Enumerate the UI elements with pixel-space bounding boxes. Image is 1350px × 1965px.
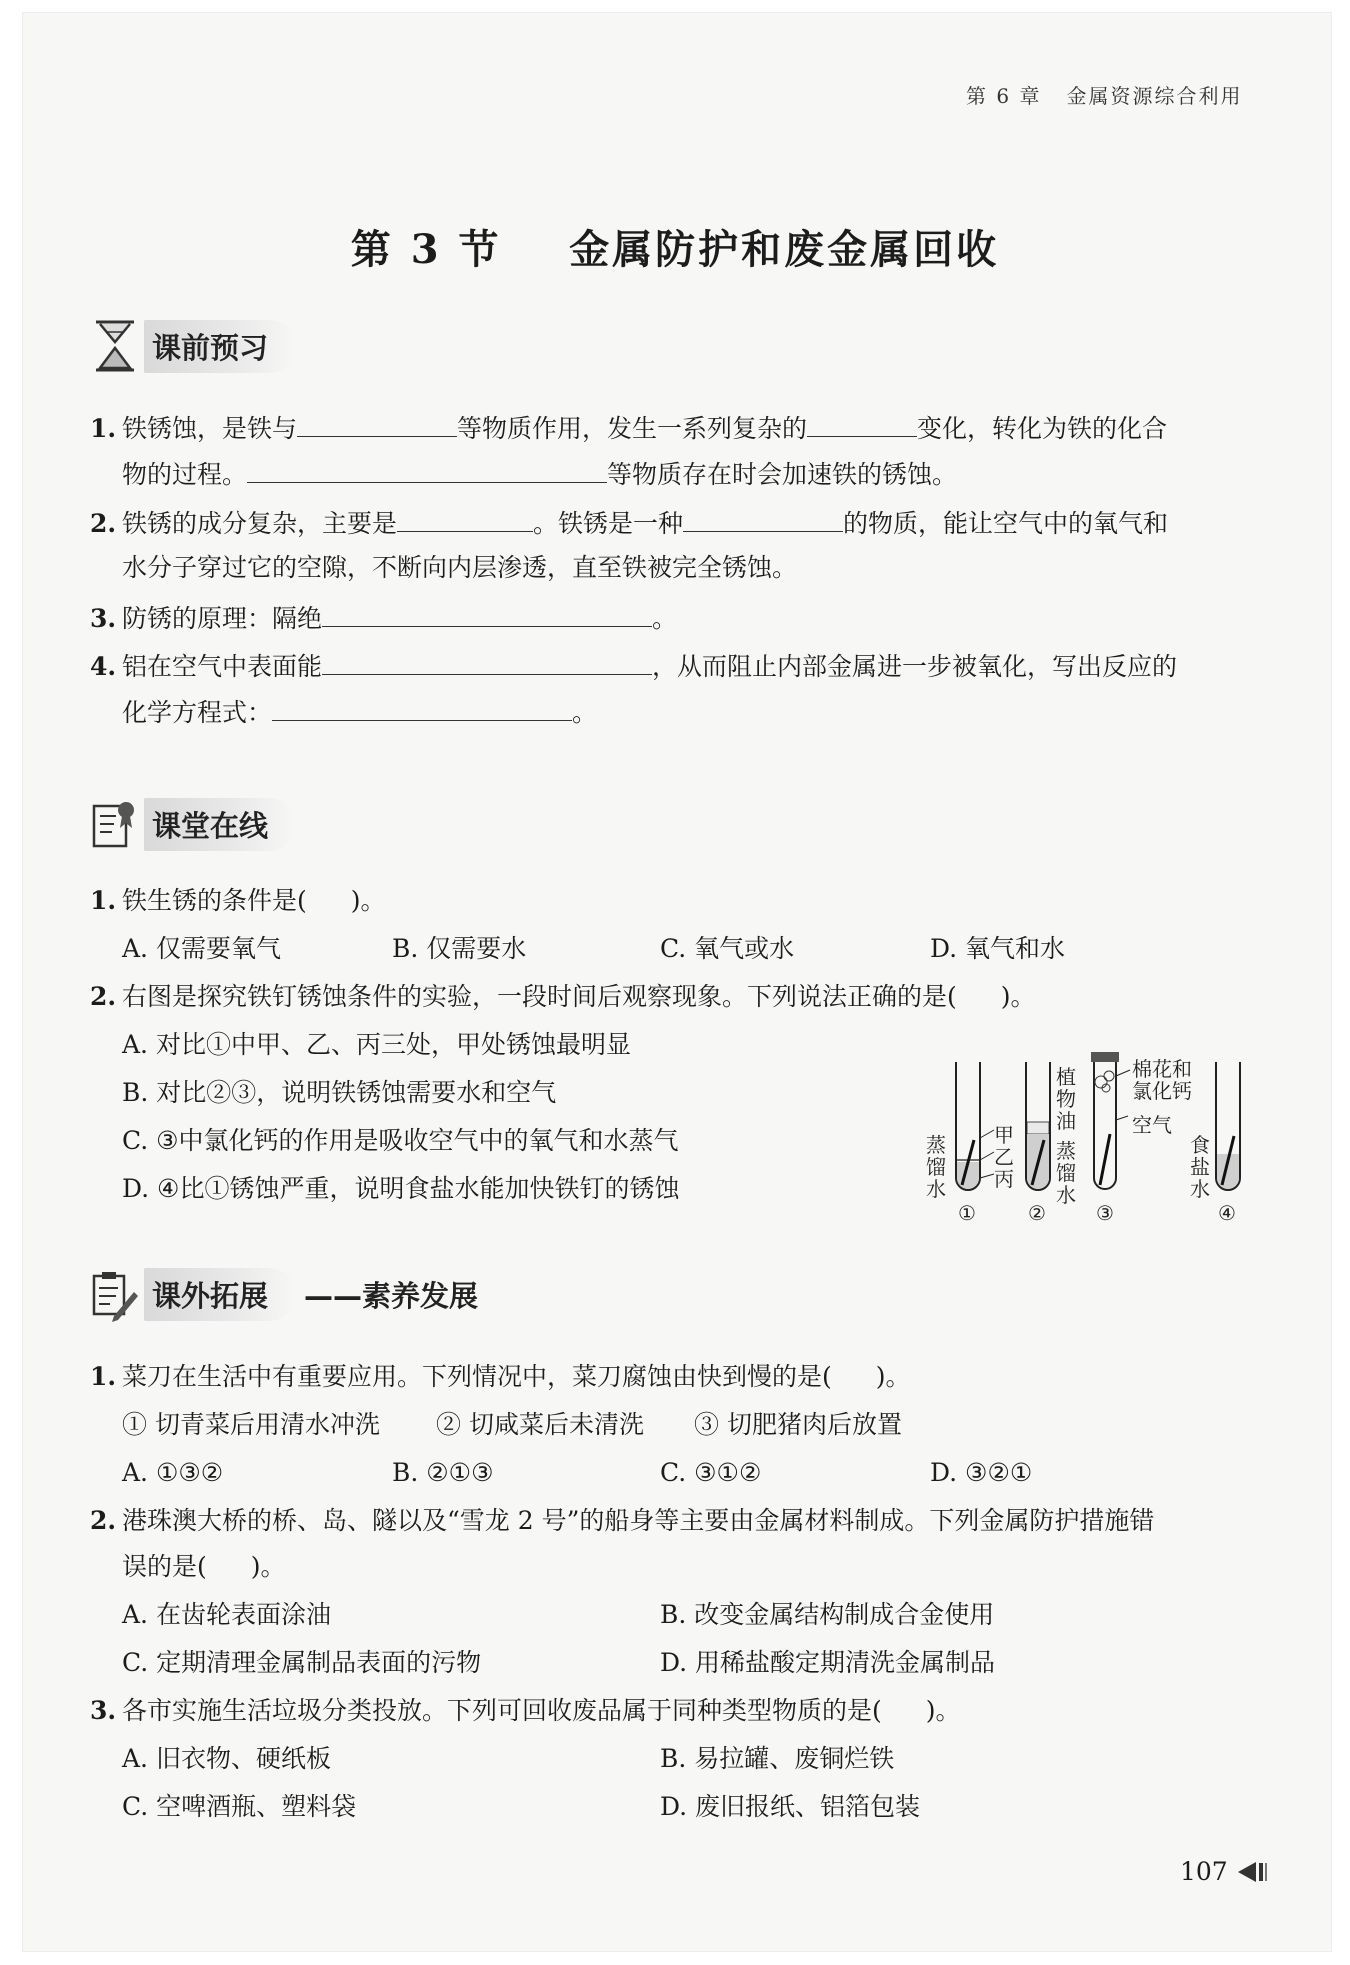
blank[interactable] <box>807 410 917 437</box>
chapter-number: 第 6 章 <box>966 84 1042 108</box>
section-heading-preview <box>90 318 296 374</box>
preview-q2-line2: 水分子穿过它的空隙，不断向内层渗透，直至铁被完全锈蚀。 <box>122 553 798 582</box>
ext-q3-optA[interactable]: A. 旧衣物、硬纸板 <box>122 1744 331 1773</box>
ext-q1-optC[interactable]: C. ③①② <box>660 1458 762 1487</box>
ext-q2-optA[interactable]: A. 在齿轮表面涂油 <box>122 1600 331 1629</box>
label-jia: 甲 <box>994 1123 1014 1147</box>
label-distilled-water-1: 蒸 馏 水 <box>926 1133 946 1201</box>
chapter-title: 金属资源综合利用 <box>1066 84 1243 108</box>
preview-q1-line1: 1. 铁锈蚀，是铁与 等物质作用，发生一系列复杂的 变化，转化为铁的化合 <box>90 410 1167 446</box>
label-yi: 乙 <box>994 1145 1014 1169</box>
class-q1: 1. 铁生锈的条件是( )。 <box>90 886 386 915</box>
preview-q4-line1: 4. 铝在空气中表面能 ，从而阻止内部金属进一步被氧化，写出反应的 <box>90 648 1177 684</box>
section-label: 课外拓展 <box>144 1268 296 1321</box>
blank[interactable] <box>683 505 843 532</box>
class-q2-optC[interactable]: C. ③中氯化钙的作用是吸收空气中的氧气和水蒸气 <box>122 1126 679 1155</box>
tube-number-4: ④ <box>1218 1201 1236 1225</box>
preview-q1-line2: 物的过程。 等物质存在时会加速铁的锈蚀。 <box>122 456 957 492</box>
class-q1-optC[interactable]: C. 氧气或水 <box>660 934 795 963</box>
ext-q2-line2: 误的是( )。 <box>122 1552 286 1581</box>
page-arrow-icon <box>1236 1860 1270 1884</box>
class-q2-optA[interactable]: A. 对比①中甲、乙、丙三处，甲处锈蚀最明显 <box>122 1030 631 1059</box>
label-cotton: 棉花和 <box>1132 1057 1192 1081</box>
class-q2-optB[interactable]: B. 对比②③，说明铁锈蚀需要水和空气 <box>122 1078 557 1107</box>
ext-q3-optB[interactable]: B. 易拉罐、废铜烂铁 <box>660 1744 895 1773</box>
blank[interactable] <box>297 410 457 437</box>
clipboard-pencil-icon <box>90 1266 140 1322</box>
rust-experiment-figure <box>920 1050 1250 1230</box>
ext-q2-optD[interactable]: D. 用稀盐酸定期清洗金属制品 <box>660 1648 996 1677</box>
section-name: 金属防护和废金属回收 <box>569 226 1000 273</box>
class-q2-optD[interactable]: D. ④比①锈蚀严重，说明食盐水能加快铁钉的锈蚀 <box>122 1174 680 1203</box>
class-q2: 2. 右图是探究铁钉锈蚀条件的实验，一段时间后观察现象。下列说法正确的是( )。 <box>90 982 1036 1011</box>
ext-q3: 3. 各市实施生活垃圾分类投放。下列可回收废品属于同种类型物质的是( )。 <box>90 1696 961 1725</box>
label-air: 空气 <box>1132 1113 1172 1137</box>
tube-number-1: ① <box>958 1201 976 1225</box>
ext-q1-cond1: ① 切青菜后用清水冲洗 <box>122 1410 380 1439</box>
section-label: 课前预习 <box>144 320 296 373</box>
ext-q1-optA[interactable]: A. ①③② <box>122 1458 224 1487</box>
label-vegetable-oil: 植 物 油 <box>1056 1065 1076 1133</box>
section-number: 第 3 节 <box>350 226 502 273</box>
label-calcium-chloride: 氯化钙 <box>1132 1079 1192 1103</box>
section-heading-extension <box>90 1266 478 1322</box>
class-q1-optB[interactable]: B. 仅需要水 <box>392 934 527 963</box>
class-q1-optD[interactable]: D. 氧气和水 <box>930 934 1066 963</box>
class-q1-optA[interactable]: A. 仅需要氧气 <box>122 934 281 963</box>
preview-q2-line1: 2. 铁锈的成分复杂，主要是 。铁锈是一种 的物质，能让空气中的氧气和 <box>90 505 1168 541</box>
ext-q3-optD[interactable]: D. 废旧报纸、铝箔包装 <box>660 1792 921 1821</box>
ext-q2-line1: 2. 港珠澳大桥的桥、岛、隧以及“雪龙 2 号”的船身等主要由金属材料制成。下列金属防护措施错 <box>90 1506 1155 1535</box>
ext-q2-optB[interactable]: B. 改变金属结构制成合金使用 <box>660 1600 995 1629</box>
section-sublabel: ——素养发展 <box>304 1278 479 1313</box>
tube-number-3: ③ <box>1096 1201 1114 1225</box>
hourglass-icon <box>90 318 140 374</box>
ext-q2-optC[interactable]: C. 定期清理金属制品表面的污物 <box>122 1648 482 1677</box>
ext-q1-cond3: ③ 切肥猪肉后放置 <box>694 1410 902 1439</box>
ext-q3-optC[interactable]: C. 空啤酒瓶、塑料袋 <box>122 1792 357 1821</box>
label-bing: 丙 <box>994 1167 1014 1191</box>
page-title <box>0 218 1350 275</box>
ext-q1-cond2: ② 切咸菜后未清洗 <box>436 1410 644 1439</box>
section-label: 课堂在线 <box>144 798 296 851</box>
notebook-ribbon-icon <box>90 796 140 852</box>
blank[interactable] <box>397 505 533 532</box>
preview-q3: 3. 防锈的原理：隔绝 。 <box>90 600 677 636</box>
label-distilled-water-2: 蒸 馏 水 <box>1056 1139 1076 1207</box>
blank[interactable] <box>247 456 607 483</box>
running-header <box>966 80 1243 109</box>
label-salt-water: 食 盐 水 <box>1190 1133 1210 1201</box>
ext-q1-optD[interactable]: D. ③②① <box>930 1458 1033 1487</box>
tube-number-2: ② <box>1028 1201 1046 1225</box>
page-number: 107 <box>1180 1857 1228 1886</box>
ext-q1-optB[interactable]: B. ②①③ <box>392 1458 494 1487</box>
blank[interactable] <box>322 600 652 627</box>
section-heading-classroom <box>90 796 296 852</box>
blank[interactable] <box>272 694 572 721</box>
ext-q1: 1. 菜刀在生活中有重要应用。下列情况中，菜刀腐蚀由快到慢的是( )。 <box>90 1362 911 1391</box>
blank[interactable] <box>322 648 652 675</box>
preview-q4-line2: 化学方程式： 。 <box>122 694 597 730</box>
